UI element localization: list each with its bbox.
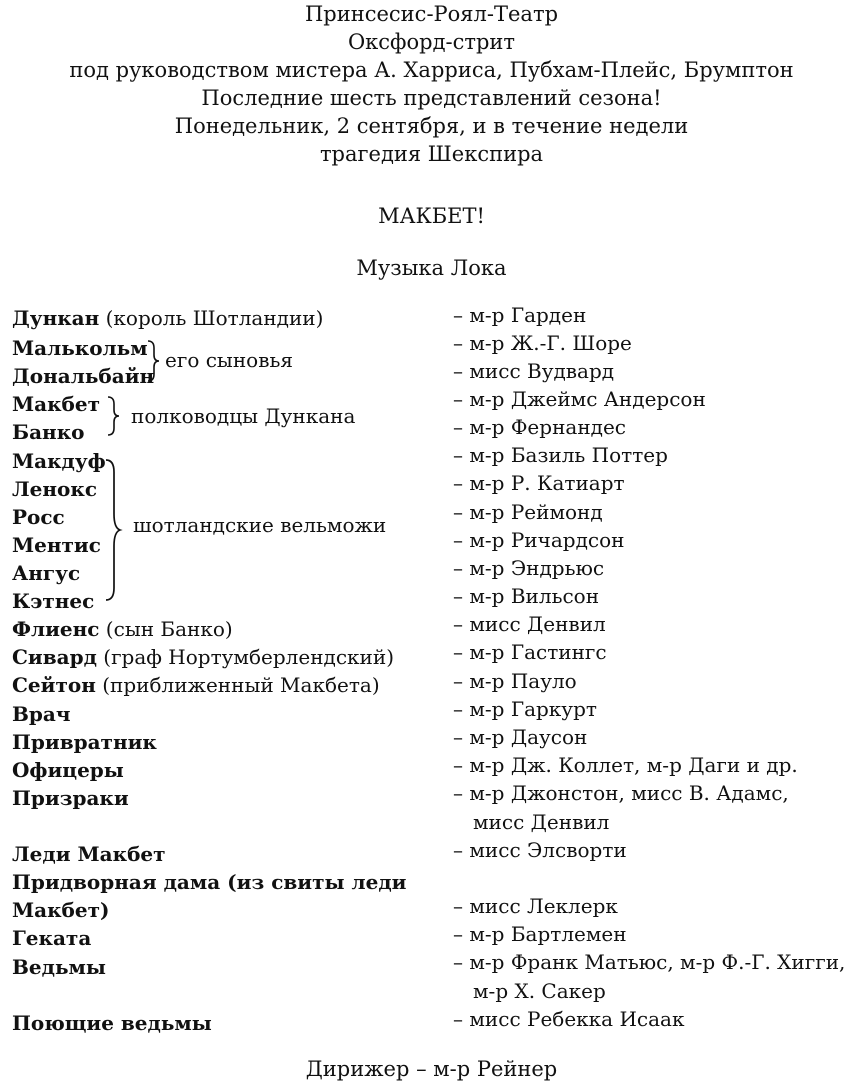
- cast-actor: – мисс Вудвард: [453, 359, 615, 383]
- cast-actor: – м-р Фернандес: [453, 415, 627, 439]
- cast-role: Геката: [12, 926, 92, 950]
- genre-line: трагедия Шекспира: [319, 142, 544, 166]
- cast-actor: – мисс Денвил: [453, 612, 606, 636]
- conductor-line: Дирижер – м-р Рейнер: [305, 1057, 558, 1081]
- cast-actor: – м-р Джонстон, мисс В. Адамс,: [453, 781, 789, 805]
- group-label-nobles: шотландские вельможи: [133, 513, 387, 537]
- cast-actor-continued: мисс Денвил: [473, 810, 610, 834]
- brace-nobles: [104, 458, 122, 602]
- cast-actor: – мисс Ребекка Исаак: [453, 1007, 685, 1031]
- cast-role: Ведьмы: [12, 955, 106, 979]
- street-name: Оксфорд-стрит: [347, 30, 516, 54]
- cast-actor: – м-р Гастингс: [453, 640, 607, 664]
- theatre-name: Принсесис-Роял-Театр: [304, 2, 559, 26]
- cast-role: Макдуф: [12, 449, 106, 473]
- cast-role: Ленокс: [12, 477, 98, 501]
- cast-actor: – м-р Вильсон: [453, 584, 600, 608]
- cast-role: Придворная дама (из свиты леди: [12, 870, 407, 894]
- cast-role: Ангус: [12, 561, 81, 585]
- group-label-generals: полководцы Дункана: [131, 404, 356, 428]
- cast-actor: – м-р Гарден: [453, 303, 587, 327]
- management-line: под руководством мистера А. Харриса, Пубхам-Плейс, Брумптон: [69, 58, 794, 82]
- cast-role: Дункан (король Шотландии): [12, 306, 324, 330]
- music-credit: Музыка Лока: [356, 256, 507, 280]
- cast-role: Флиенс (сын Банко): [12, 617, 233, 641]
- brace-generals: [106, 396, 120, 436]
- cast-actor: – м-р Ж.-Г. Шоре: [453, 331, 632, 355]
- cast-actor: – м-р Базиль Поттер: [453, 443, 668, 467]
- season-notice: Последние шесть представлений сезона!: [201, 86, 662, 110]
- cast-role: Офицеры: [12, 758, 124, 782]
- cast-actor: – м-р Гаркурт: [453, 697, 597, 721]
- cast-role: Сивард (граф Нортумберлендский): [12, 645, 395, 669]
- cast-role: Макбет: [12, 392, 100, 416]
- cast-role: Привратник: [12, 730, 157, 754]
- cast-role: Призраки: [12, 786, 129, 810]
- cast-actor: – м-р Даусон: [453, 725, 588, 749]
- cast-role: Сейтон (приближенный Макбета): [12, 673, 380, 697]
- cast-role: Дональбайн: [12, 364, 155, 388]
- cast-actor: – м-р Пауло: [453, 669, 577, 693]
- cast-role: Врач: [12, 702, 71, 726]
- cast-actor: – м-р Ричардсон: [453, 528, 625, 552]
- cast-actor: – м-р Джеймс Андерсон: [453, 387, 706, 411]
- cast-role: Леди Макбет: [12, 842, 166, 866]
- brace-sons: [146, 340, 160, 382]
- cast-role-continued: Макбет): [12, 898, 110, 922]
- cast-actor: – мисс Элсворти: [453, 838, 627, 862]
- cast-actor: – м-р Бартлемен: [453, 922, 627, 946]
- cast-actor: – м-р Франк Матьюс, м-р Ф.-Г. Хигги,: [453, 950, 846, 974]
- cast-role: Поющие ведьмы: [12, 1011, 212, 1035]
- cast-role: Ментис: [12, 533, 101, 557]
- cast-actor: – м-р Р. Катиарт: [453, 471, 625, 495]
- cast-actor-continued: м-р Х. Сакер: [473, 979, 606, 1003]
- cast-actor: – м-р Реймонд: [453, 500, 603, 524]
- cast-actor: – м-р Дж. Коллет, м-р Даги и др.: [453, 753, 798, 777]
- cast-role: Росс: [12, 505, 65, 529]
- play-title: МАКБЕТ!: [378, 204, 485, 228]
- cast-role: Малькольм: [12, 336, 148, 360]
- cast-actor: – мисс Леклерк: [453, 894, 618, 918]
- dates-line: Понедельник, 2 сентября, и в течение недели: [174, 114, 689, 138]
- cast-role: Кэтнес: [12, 589, 95, 613]
- cast-role: Банко: [12, 420, 85, 444]
- group-label-sons: его сыновья: [165, 348, 293, 372]
- cast-actor: – м-р Эндрьюс: [453, 556, 605, 580]
